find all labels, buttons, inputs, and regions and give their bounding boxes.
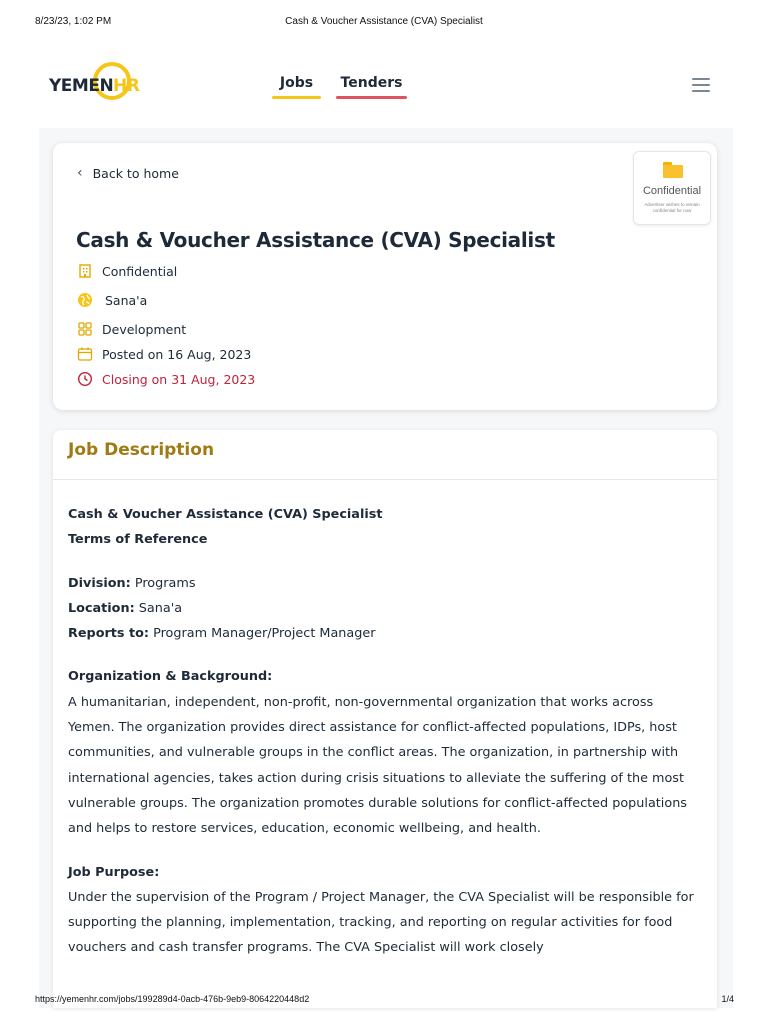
- location-row: [77, 292, 147, 308]
- print-datetime: 8/23/23, 1:02 PM: [35, 16, 112, 27]
- nav-tab-tenders[interactable]: [336, 75, 407, 99]
- calendar-icon: [77, 346, 93, 362]
- organization-text: A humanitarian, independent, non-profit, non-governmental organization that works across Yemen. The organization provides direct assistance for conflict-affected populations, IDPs, host communities, and vulnerable groups in the conflict areas. The organization, in partnership with international agencies, takes action during crisis situations to alleviate the suffering of the most vulnerable groups. The organization promotes durable solutions for conflict-affected populations and helps to restore services, education, economic wellbeing, and health.: [68, 694, 687, 837]
- nav-tab-tenders-underline: [336, 96, 407, 99]
- division-value: Programs: [130, 575, 196, 591]
- job-summary-card: [53, 143, 717, 410]
- location-label: Location:: [68, 600, 135, 616]
- job-description-card: [53, 430, 717, 1008]
- doc-title-line: Cash & Voucher Assistance (CVA) Specialist: [68, 507, 383, 522]
- logo-text: YEMEN: [49, 76, 114, 96]
- job-description-heading: Job Description: [68, 440, 215, 460]
- reports-to-label: Reports to:: [68, 626, 150, 642]
- print-page-number: 1/4: [721, 994, 734, 1004]
- job-description-body: [68, 502, 700, 979]
- company-logo: [633, 151, 711, 225]
- folder-icon: [663, 162, 683, 178]
- globe-icon: [77, 292, 93, 308]
- category-row: [77, 321, 186, 337]
- location-value: Sana'a: [134, 600, 183, 616]
- job-purpose-text: Under the supervision of the Program / Project Manager, the CVA Specialist will be responsible for supporting the planning, implementation, tracking, and reporting on regular activities for food vouchers and cash transfer programs. The CVA Specialist will work closely: [68, 889, 694, 956]
- location-name: Sana'a: [105, 292, 148, 308]
- company-row: [77, 263, 177, 279]
- category-name: Development: [102, 321, 187, 337]
- job-title: Cash & Voucher Assistance (CVA) Specialist: [76, 228, 555, 252]
- division-label: Division:: [68, 575, 131, 591]
- print-doc-title: Cash & Voucher Assistance (CVA) Specialist: [285, 16, 483, 27]
- posted-row: [77, 346, 251, 362]
- company-name: Confidential: [102, 263, 178, 279]
- closing-date: Closing on 31 Aug, 2023: [102, 371, 256, 387]
- company-logo-label: Confidential: [642, 185, 702, 197]
- back-to-home-link[interactable]: [77, 165, 179, 181]
- nav-tab-jobs[interactable]: [272, 75, 321, 99]
- logo-accent-text: HR: [113, 76, 140, 96]
- print-url: https://yemenhr.com/jobs/199289d4-0acb-476b-9eb9-8064220448d2: [35, 994, 310, 1004]
- building-icon: [77, 263, 93, 279]
- chevron-left-icon: ‹: [77, 165, 83, 181]
- nav-tab-jobs-label: Jobs: [279, 75, 314, 91]
- closing-row: [77, 371, 255, 387]
- print-header: [0, 16, 768, 30]
- organization-heading: Organization & Background:: [68, 669, 273, 685]
- clock-icon: [77, 371, 93, 387]
- nav-tab-jobs-underline: [272, 96, 321, 99]
- yemenhr-logo[interactable]: [47, 62, 142, 108]
- nav-tab-tenders-label: Tenders: [340, 75, 403, 91]
- job-purpose-heading: Job Purpose:: [68, 864, 160, 880]
- company-logo-subtext: Advertiser wishes to remain confidential for now: [644, 202, 700, 213]
- grid-icon: [77, 321, 93, 337]
- back-to-home-label: Back to home: [92, 165, 179, 181]
- hamburger-menu-icon[interactable]: [692, 78, 710, 92]
- doc-subtitle-line: Terms of Reference: [68, 532, 208, 548]
- divider: [53, 479, 717, 480]
- reports-to-value: Program Manager/Project Manager: [149, 626, 376, 642]
- posted-date: Posted on 16 Aug, 2023: [102, 346, 252, 362]
- print-footer: [0, 994, 768, 1008]
